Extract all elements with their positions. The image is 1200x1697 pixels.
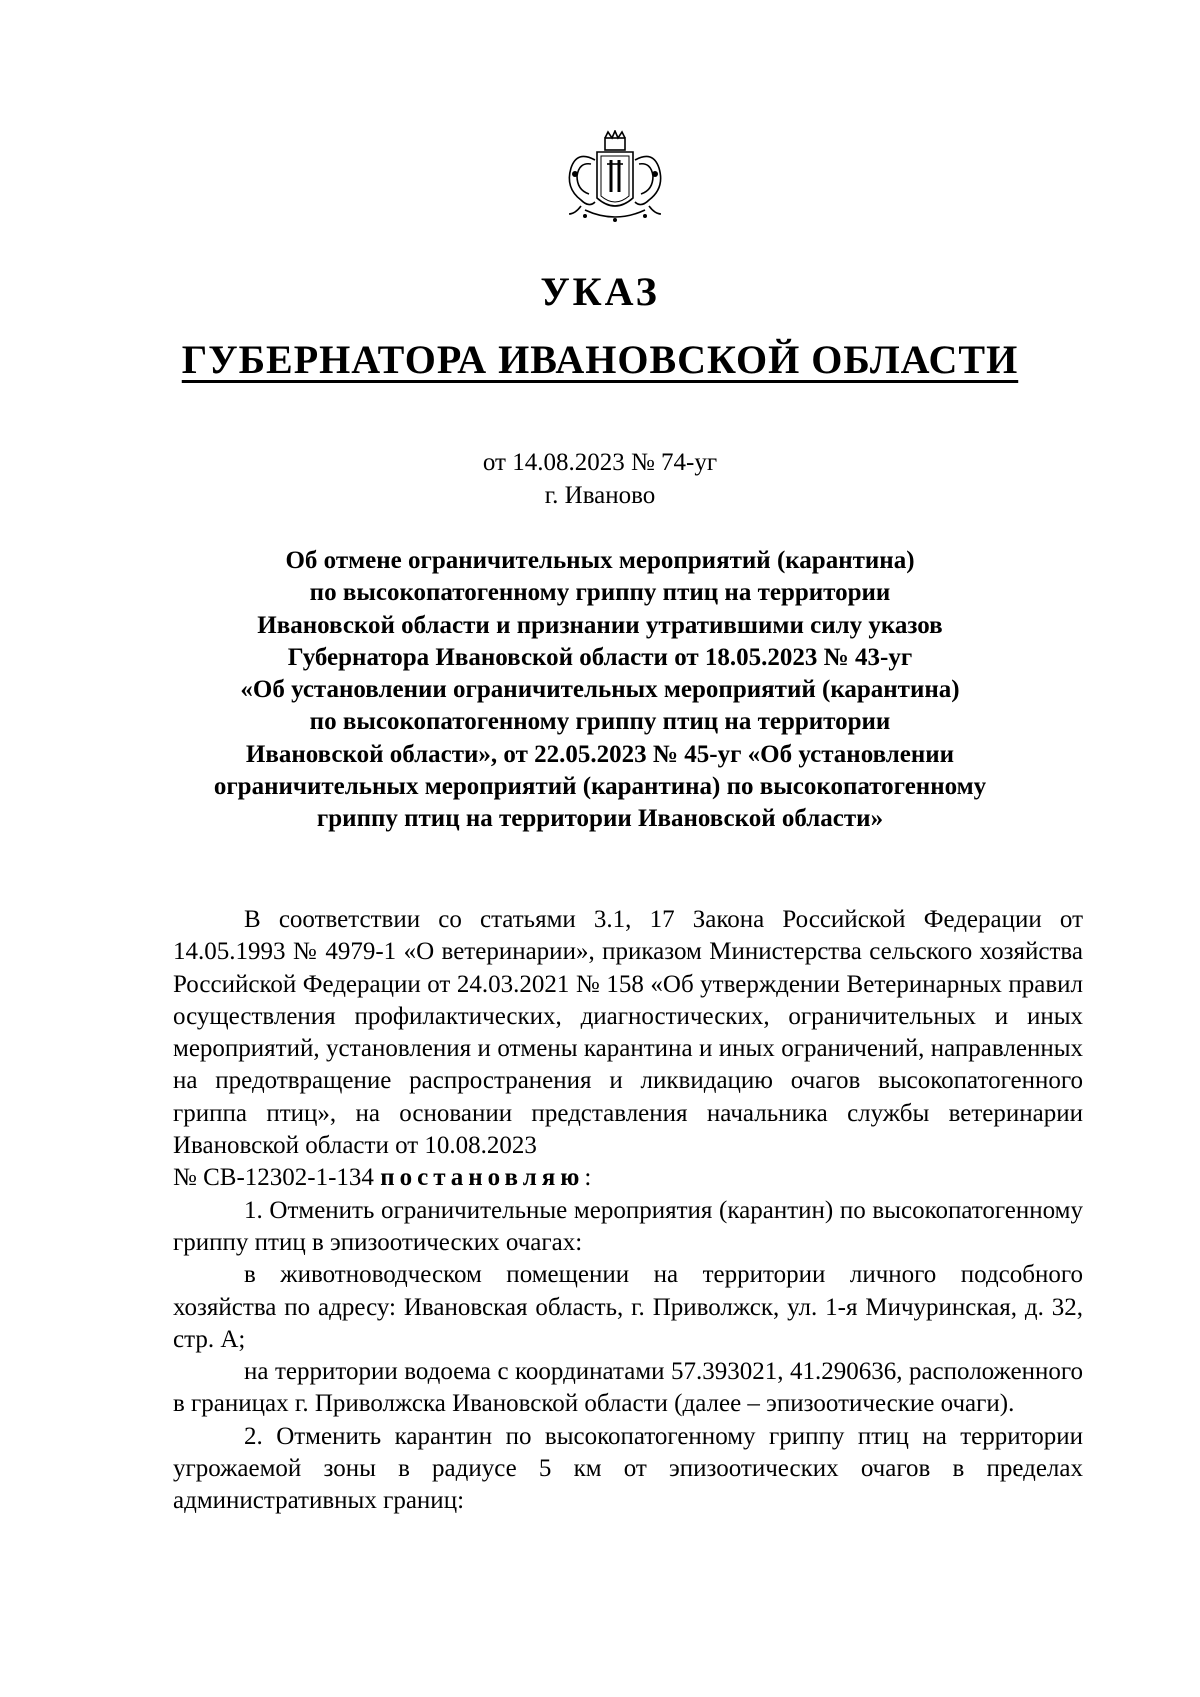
- paragraph-2: 2. Отменить карантин по высокопатогенному гриппу птиц на территории угрожаемой зоны в радиусе 5 км от эпизоотических очагов в пределах административных границ:: [173, 1422, 1083, 1515]
- paragraph-1: 1. Отменить ограничительные мероприятия (карантин) по высокопатогенному гриппу птиц в эпизоотических очагах:: [173, 1196, 1083, 1256]
- date-number-line: от 14.08.2023 № 74-уг: [482, 449, 718, 476]
- heading-line: Губернатора Ивановской области от 18.05.2023 № 43-уг: [287, 643, 913, 671]
- heading-line: Ивановской области и признании утратившими силу указов: [257, 611, 943, 639]
- place-line: г. Иваново: [544, 482, 656, 509]
- paragraph-1-item-1: в животноводческом помещении на территории личного подсобного хозяйства по адресу: Ивановская область, г. Приволжск, ул. 1-я Мичуринская, д. 32, стр. А;: [173, 1261, 1083, 1353]
- preamble-paragraph: В соответствии со статьями 3.1, 17 Закона Российской Федерации от 14.05.1993 № 4979-1 «О ветеринарии», приказом Министерства сельского хозяйства Российской Федерации от 24.03.2021 № 158 «Об утверждении Ветеринарных правил осуществления профилактических, диагностических, ограничительных и иных мероприятий, установления и отмены карантина и иных ограничений, направленных на предотвращение распространения и ликвидацию очагов высокопатогенного гриппа птиц», на основании представления начальника службы ветеринарии Ивановской области от 10.08.2023: [173, 906, 1083, 1160]
- document-body: [173, 904, 1083, 1518]
- document-meta: [0, 446, 1200, 512]
- heading-line: по высокопатогенному гриппу птиц на территории: [309, 579, 891, 607]
- decree-colon: :: [584, 1164, 592, 1192]
- heading-line: ограничительных мероприятий (карантина) по высокопатогенному: [213, 773, 987, 801]
- document-heading: [150, 545, 1050, 836]
- document-issuer: [0, 336, 1200, 384]
- heading-line: «Об установлении ограничительных мероприятий (карантина): [240, 676, 960, 704]
- issuer-text: ГУБЕРНАТОРА ИВАНОВСКОЙ ОБЛАСТИ: [181, 337, 1019, 382]
- heading-line: Ивановской области», от 22.05.2023 № 45-уг «Об установлении: [245, 740, 955, 768]
- coat-of-arms-emblem: [555, 130, 675, 230]
- decree-word: постановляю: [380, 1164, 585, 1192]
- preamble-tail: [173, 1162, 1083, 1194]
- heading-line: гриппу птиц на территории Ивановской области»: [316, 805, 884, 833]
- preamble-tail-number: № СВ-12302-1-134: [173, 1164, 374, 1192]
- heading-line: по высокопатогенному гриппу птиц на территории: [309, 708, 891, 736]
- paragraph-1-item-2: на территории водоема с координатами 57.393021, 41.290636, расположенного в границах г. Приволжска Ивановской области (далее – эпизоотические очаги).: [173, 1358, 1083, 1418]
- heading-line: Об отмене ограничительных мероприятий (карантина): [285, 547, 915, 574]
- document-title: УКАЗ: [540, 269, 660, 314]
